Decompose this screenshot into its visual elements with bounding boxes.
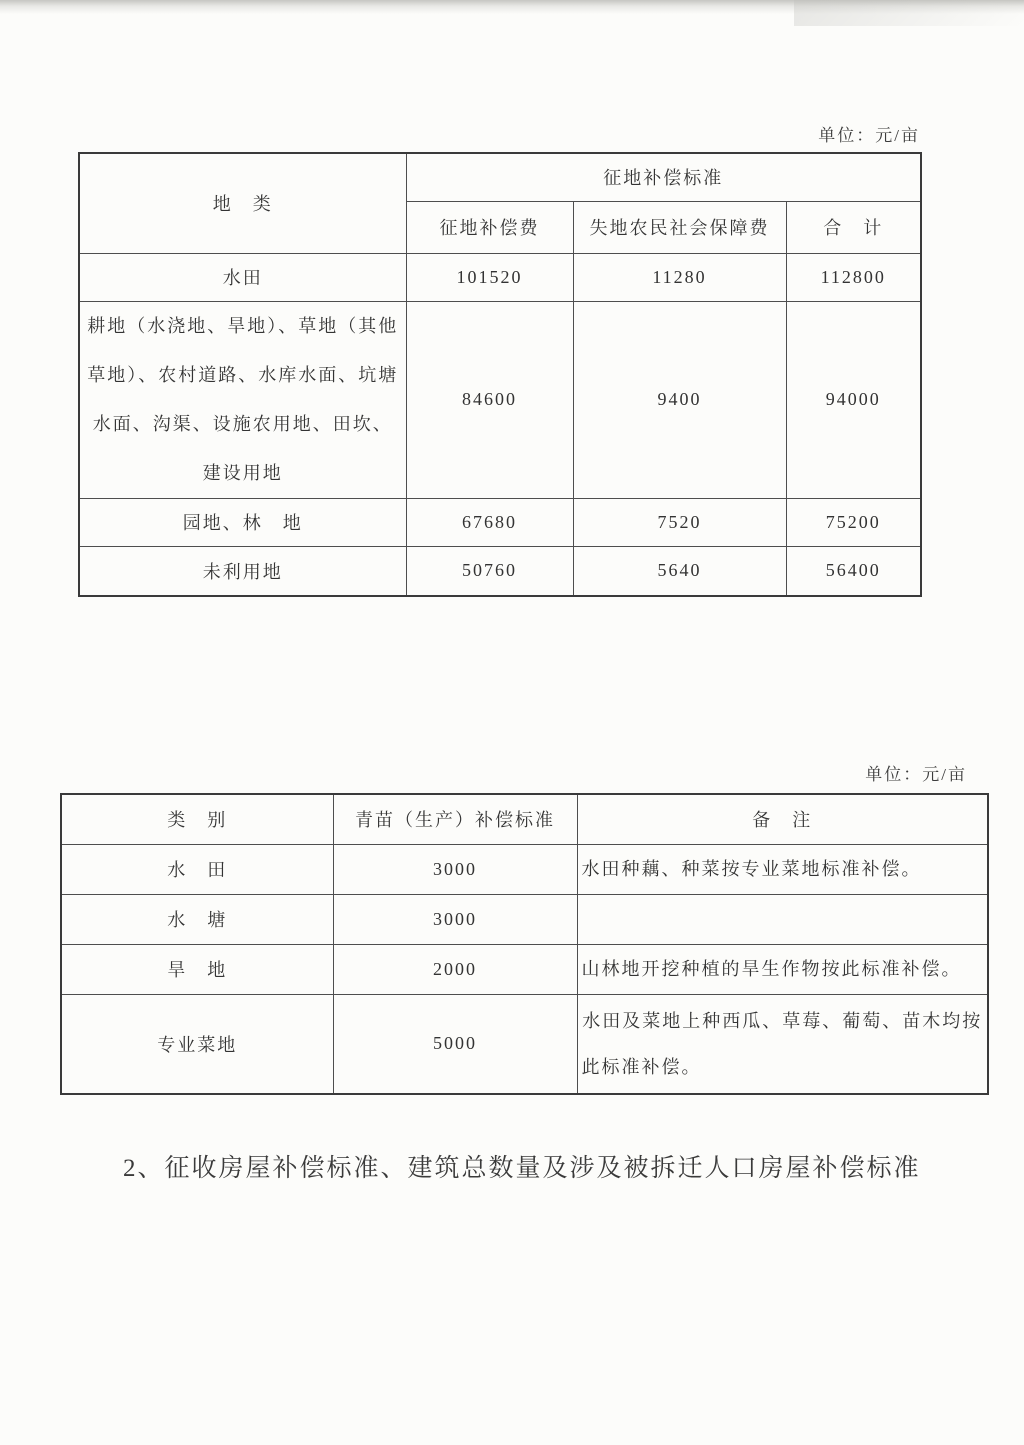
- table1-row0-fee: 101520: [406, 253, 573, 301]
- table1-unit-label: 单位：元/亩: [818, 126, 920, 145]
- table1-row1-total: 94000: [786, 301, 921, 498]
- table2-unit-label: 单位：元/亩: [865, 765, 967, 784]
- table-row: [61, 944, 988, 994]
- table1-row2-land-type: 园地、林 地: [79, 498, 406, 546]
- young-crop-compensation-table: [60, 793, 989, 1095]
- table2-row0-category: 水 田: [61, 844, 333, 894]
- table1-row2-total: 75200: [786, 498, 921, 546]
- table1-row3-land-type: 未利用地: [79, 546, 406, 596]
- table2-row0-remark: 水田种藕、种菜按专业菜地标准补偿。: [577, 844, 988, 894]
- table-row: [61, 794, 988, 844]
- table1-row3-social: 5640: [573, 546, 786, 596]
- land-acquisition-compensation-table: [78, 152, 922, 597]
- table1-row1-land-type: 耕地（水浇地、旱地）、草地（其他草地）、农村道路、水库水面、坑塘水面、沟渠、设施农用地、田坎、建设用地: [79, 301, 406, 498]
- table2-header-remark: 备 注: [577, 794, 988, 844]
- table2-row0-standard: 3000: [333, 844, 577, 894]
- table2-row3-remark: 水田及菜地上种西瓜、草莓、葡萄、苗木均按此标准补偿。: [577, 994, 988, 1094]
- table-row: [79, 546, 921, 596]
- table2-row2-category: 旱 地: [61, 944, 333, 994]
- table1-row3-total: 56400: [786, 546, 921, 596]
- table1-row0-land-type: 水田: [79, 253, 406, 301]
- table1-header-fee: 征地补偿费: [406, 201, 573, 253]
- table1-header-group: 征地补偿标准: [406, 153, 921, 201]
- table2-row1-category: 水 塘: [61, 894, 333, 944]
- table-row: [79, 153, 921, 201]
- scan-corner-shading: [794, 0, 1024, 26]
- table2-row3-category: 专业菜地: [61, 994, 333, 1094]
- table2-header-standard: 青苗（生产）补偿标准: [333, 794, 577, 844]
- table1-row1-fee: 84600: [406, 301, 573, 498]
- table1-header-land-type: 地 类: [79, 153, 406, 253]
- table2-row1-standard: 3000: [333, 894, 577, 944]
- table2-row3-standard: 5000: [333, 994, 577, 1094]
- table-row: [79, 498, 921, 546]
- table1-row0-total: 112800: [786, 253, 921, 301]
- table1-header-total: 合 计: [786, 201, 921, 253]
- table1-row2-social: 7520: [573, 498, 786, 546]
- table-row: [61, 894, 988, 944]
- table1-row3-fee: 50760: [406, 546, 573, 596]
- table2-row2-standard: 2000: [333, 944, 577, 994]
- table1-row2-fee: 67680: [406, 498, 573, 546]
- table2-row1-remark: [577, 894, 988, 944]
- table2-header-category: 类 别: [61, 794, 333, 844]
- section-heading: 2、征收房屋补偿标准、建筑总数量及涉及被拆迁人口房屋补偿标准: [123, 1155, 921, 1182]
- table-row: [61, 844, 988, 894]
- table-row: [79, 253, 921, 301]
- table1-row0-social: 11280: [573, 253, 786, 301]
- table-row: [61, 994, 988, 1094]
- table1-header-social-security: 失地农民社会保障费: [573, 201, 786, 253]
- table1-row1-social: 9400: [573, 301, 786, 498]
- table-row: [79, 301, 921, 498]
- table2-row2-remark: 山林地开挖种植的旱生作物按此标准补偿。: [577, 944, 988, 994]
